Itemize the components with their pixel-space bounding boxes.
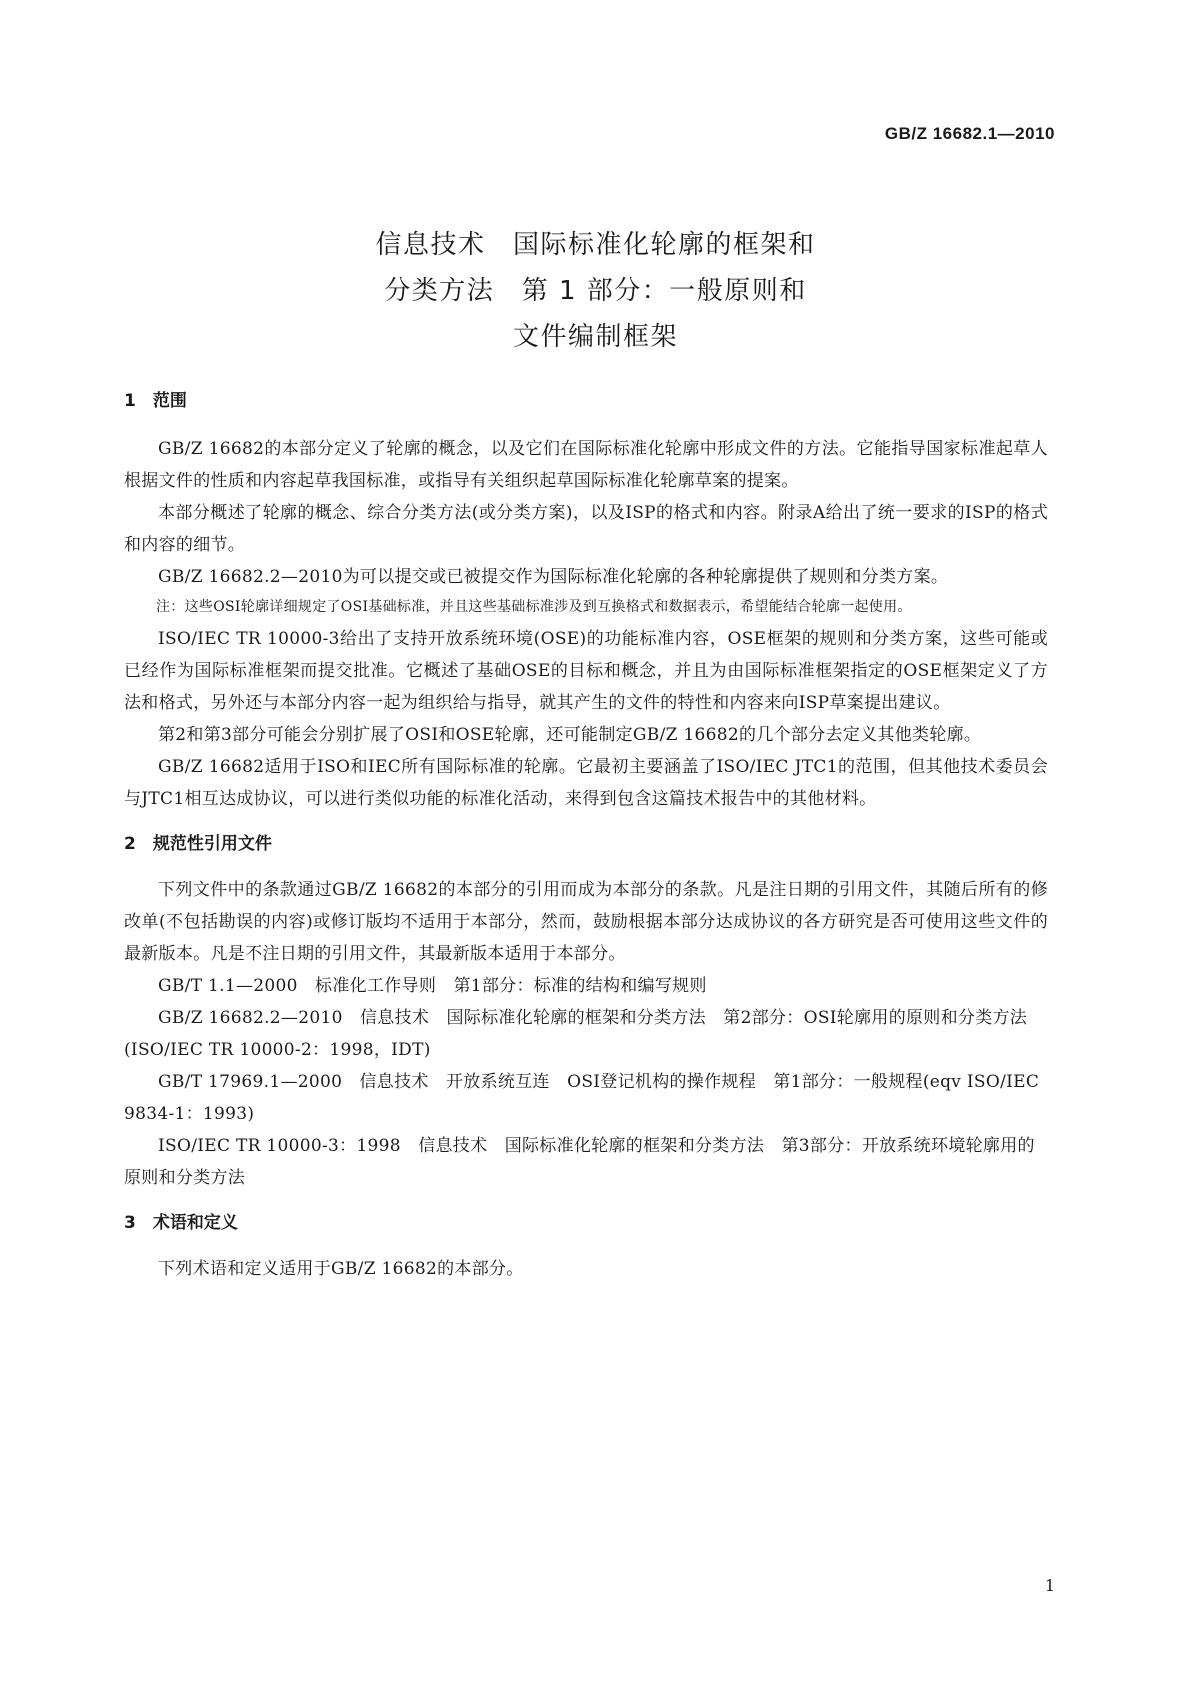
section-2-heading: 2 规范性引用文件 bbox=[124, 834, 272, 854]
section-1-paragraph: GB/Z 16682的本部分定义了轮廓的概念，以及它们在国际标准化轮廓中形成文件的方法。它能指导国家标准起草人根据文件的性质和内容起草我国标准，或指导有关组织起草国际标准化轮廓草案的提案。 bbox=[124, 439, 1048, 491]
section-3-heading: 3 术语和定义 bbox=[124, 1213, 238, 1233]
title-line-2: 分类方法 第 1 部分：一般原则和 bbox=[384, 276, 807, 306]
section-1-heading: 1 范围 bbox=[124, 391, 187, 411]
section-1-note: 注：这些OSI轮廓详细规定了OSI基础标准，并且这些基础标准涉及到互换格式和数据表示，希望能结合轮廓一起使用。 bbox=[156, 599, 912, 615]
section-1-paragraph: GB/Z 16682适用于ISO和IEC所有国际标准的轮廓。它最初主要涵盖了ISO/IEC JTC1的范围，但其他技术委员会与JTC1相互达成协议，可以进行类似功能的标准化活动，来得到包含这篇技术报告中的其他材料。 bbox=[124, 757, 1048, 809]
page-number: 1 bbox=[1044, 1576, 1055, 1595]
normative-reference: GB/T 17969.1—2000 信息技术 开放系统互连 OSI登记机构的操作规程 第1部分：一般规程(eqv ISO/IEC 9834-1：1993) bbox=[124, 1072, 1045, 1124]
normative-reference: ISO/IEC TR 10000-3：1998 信息技术 国际标准化轮廓的框架和分类方法 第3部分：开放系统环境轮廓用的原则和分类方法 bbox=[124, 1136, 1035, 1188]
title-line-1: 信息技术 国际标准化轮廓的框架和 bbox=[375, 230, 816, 260]
section-2-paragraph: 下列文件中的条款通过GB/Z 16682的本部分的引用而成为本部分的条款。凡是注日期的引用文件，其随后所有的修改单(不包括勘误的内容)或修订版均不适用于本部分，然而，鼓励根据本部分达成协议的各方研究是否可使用这些文件的最新版本。凡是不注日期的引用文件，其最新版本适用于本部分。 bbox=[124, 880, 1048, 964]
standard-code: GB/Z 16682.1—2010 bbox=[884, 124, 1055, 143]
document-title bbox=[0, 222, 1191, 360]
normative-reference: GB/T 1.1—2000 标准化工作导则 第1部分：标准的结构和编写规则 bbox=[158, 976, 707, 996]
section-3-paragraph: 下列术语和定义适用于GB/Z 16682的本部分。 bbox=[158, 1259, 524, 1279]
section-1-paragraph: ISO/IEC TR 10000-3给出了支持开放系统环境(OSE)的功能标准内容，OSE框架的规则和分类方案，这些可能或已经作为国际标准框架而提交批准。它概述了基础OSE的目标和概念，并且为由国际标准框架指定的OSE框架定义了方法和格式，另外还与本部分内容一起为组织给与指导，就其产生的文件的特性和内容来向ISP草案提出建议。 bbox=[124, 629, 1048, 713]
section-1-paragraph: GB/Z 16682.2—2010为可以提交或已被提交作为国际标准化轮廓的各种轮廓提供了规则和分类方案。 bbox=[158, 567, 949, 587]
section-1-paragraph: 第2和第3部分可能会分别扩展了OSI和OSE轮廓，还可能制定GB/Z 16682的几个部分去定义其他类轮廓。 bbox=[158, 725, 982, 745]
section-1-paragraph: 本部分概述了轮廓的概念、综合分类方法(或分类方案)，以及ISP的格式和内容。附录A给出了统一要求的ISP的格式和内容的细节。 bbox=[124, 503, 1048, 555]
document-body bbox=[124, 386, 1048, 1285]
title-line-3: 文件编制框架 bbox=[512, 322, 678, 352]
normative-reference: GB/Z 16682.2—2010 信息技术 国际标准化轮廓的框架和分类方法 第2部分：OSI轮廓用的原则和分类方法(ISO/IEC TR 10000-2：1998，IDT) bbox=[124, 1008, 1028, 1060]
